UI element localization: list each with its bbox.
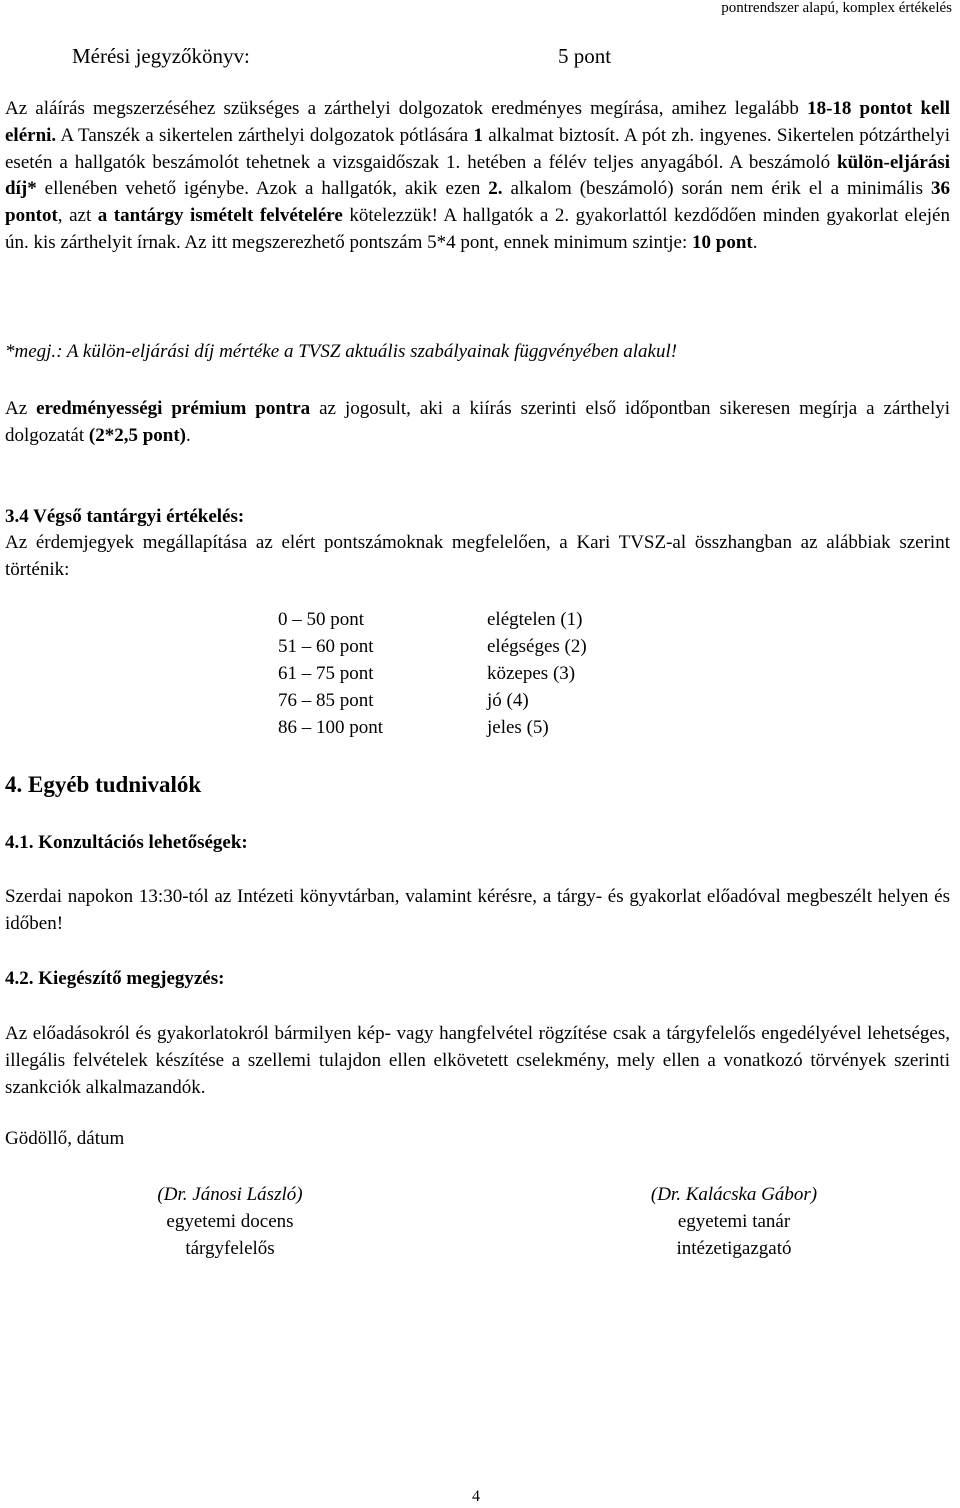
section-3-4-heading: 3.4 Végső tantárgyi értékelés: bbox=[5, 506, 245, 527]
table-row: 61 – 75 pont közepes (3) bbox=[278, 663, 576, 684]
measurement-report-label: Mérési jegyzőkönyv: bbox=[72, 44, 250, 68]
signature-right bbox=[594, 1181, 874, 1262]
premium-paragraph: Az eredményességi prémium pontra az jogosult, aki a kiírás szerinti első időpontban sikeresen megírja a zárthelyi dolgozatát (2*2,5 pont). bbox=[5, 398, 950, 446]
section-4-2-heading: 4.2. Kiegészítő megjegyzés: bbox=[5, 968, 225, 989]
signature-right-name: (Dr. Kalácska Gábor) bbox=[650, 1184, 818, 1205]
table-row: 86 – 100 pont jeles (5) bbox=[278, 717, 549, 738]
place-date: Gödöllő, dátum bbox=[5, 1128, 125, 1149]
signature-left-role: tárgyfelelős bbox=[185, 1238, 275, 1259]
grading-table bbox=[278, 609, 587, 744]
fee-note: *megj.: A külön-eljárási díj mértéke a TVSZ aktuális szabályainak függvényében alakul! bbox=[5, 341, 678, 362]
section-4-2-text: Az előadásokról és gyakorlatokról bármilyen kép- vagy hangfelvétel rögzítése csak a tárgyfelelős engedélyével lehetséges, illegális felvételek készítése a szellemi tulajdon ellen elkövetett cselekmény, mely ellen a vonatkozó törvények szerinti szankciók alkalmazandók. bbox=[5, 1023, 950, 1098]
header-subtitle: pontrendszer alapú, komplex értékelés bbox=[721, 0, 952, 16]
signature-right-title: egyetemi tanár bbox=[677, 1211, 791, 1232]
signature-right-role: intézetigazgató bbox=[676, 1238, 792, 1259]
table-row: 0 – 50 pont elégtelen (1) bbox=[278, 609, 583, 630]
signature-left-name: (Dr. Jánosi László) bbox=[157, 1184, 303, 1205]
section-4-1-text: Szerdai napokon 13:30-tól az Intézeti könyvtárban, valamint kérésre, a tárgy- és gyakorlat előadóval megbeszélt helyen és időben! bbox=[5, 886, 950, 934]
signature-left-title: egyetemi docens bbox=[166, 1211, 294, 1232]
section-4-heading: 4. Egyéb tudnivalók bbox=[5, 772, 202, 797]
signature-left bbox=[90, 1181, 370, 1262]
table-row: 76 – 85 pont jó (4) bbox=[278, 690, 529, 711]
points-label: 5 pont bbox=[558, 44, 612, 68]
table-row: 51 – 60 pont elégséges (2) bbox=[278, 636, 587, 657]
section-4-1-heading: 4.1. Konzultációs lehetőségek: bbox=[5, 832, 248, 853]
page-number: 4 bbox=[472, 1488, 480, 1505]
requirements-paragraph: Az aláírás megszerzéséhez szükséges a zárthelyi dolgozatok eredményes megírása, amihez legalább 18-18 pontot kell elérni. A Tanszék a sikertelen zárthelyi dolgozatok pótlására 1 alkalmat biztosít. A pót zh. ingyenes. Sikertelen pótzárthelyi esetén a hallgatók beszámolót tehetnek a vizsgaidőszak 1. hetében a félév teljes anyagából. A beszámoló külön-eljárási díj* ellenében vehető igénybe. Azok a hallgatók, akik ezen 2. alkalom (beszámoló) során nem érik el a minimális 36 pontot, azt a tantárgy ismételt felvételére kötelezzük! A hallgatók a 2. gyakorlattól kezdődően minden gyakorlat elején ún. kis zárthelyit írnak. Az itt megszerezhető pontszám 5*4 pont, ennek minimum szintje: 10 pont. bbox=[5, 98, 951, 253]
section-3-4-text: Az érdemjegyek megállapítása az elért pontszámoknak megfelelően, a Kari TVSZ-al összhangban az alábbiak szerint történik: bbox=[5, 532, 950, 580]
